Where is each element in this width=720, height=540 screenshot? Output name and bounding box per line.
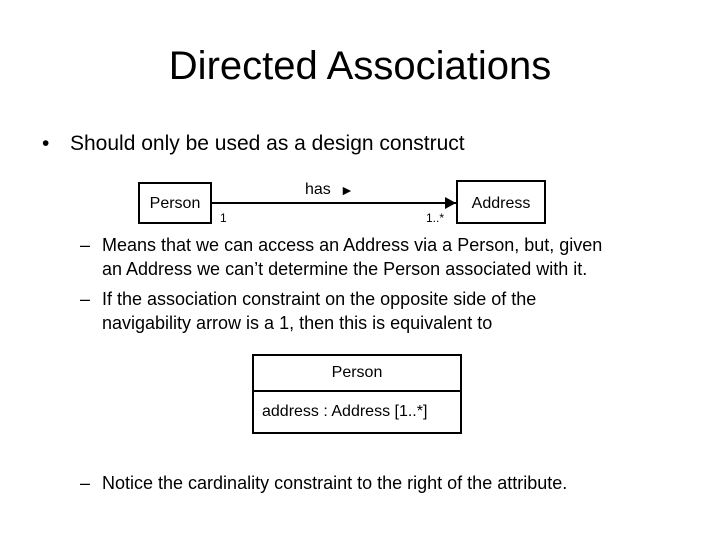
sub-bullet-meaning-line1: Means that we can access an Address via a Person, but, given bbox=[102, 235, 603, 255]
main-bullet bbox=[42, 130, 465, 158]
address-class-box: Address bbox=[456, 180, 546, 224]
dash-marker: – bbox=[80, 473, 91, 493]
sub-bullet-equivalence bbox=[80, 287, 700, 335]
sub-bullet-equivalence-line2: navigability arrow is a 1, then this is equivalent to bbox=[102, 313, 493, 333]
sub-bullet-cardinality bbox=[80, 471, 700, 495]
sub-bullet-meaning-line2: an Address we can’t determine the Person associated with it. bbox=[102, 259, 588, 279]
bullet-dot: • bbox=[42, 132, 50, 155]
dash-marker: – bbox=[80, 235, 91, 255]
association-line bbox=[212, 202, 456, 204]
direction-arrow-icon: ► bbox=[340, 182, 354, 198]
slide-title: Directed Associations bbox=[168, 44, 552, 88]
association-name: has bbox=[305, 181, 331, 198]
person-attribute-class-box bbox=[252, 354, 462, 434]
main-bullet-text: Should only be used as a design construct bbox=[70, 132, 465, 155]
class-attribute: address : Address [1..*] bbox=[262, 403, 428, 420]
sub-bullet-meaning bbox=[80, 233, 700, 281]
source-multiplicity: 1 bbox=[220, 211, 227, 225]
person-class-box: Person bbox=[138, 182, 212, 224]
sub-bullet-equivalence-line1: If the association constraint on the opposite side of the bbox=[102, 289, 537, 309]
dash-marker: – bbox=[80, 289, 91, 309]
sub-bullet-cardinality-text: Notice the cardinality constraint to the right of the attribute. bbox=[102, 473, 568, 493]
navigability-arrowhead bbox=[445, 197, 456, 209]
target-multiplicity: 1..* bbox=[426, 211, 445, 225]
class-name: Person bbox=[254, 356, 460, 392]
